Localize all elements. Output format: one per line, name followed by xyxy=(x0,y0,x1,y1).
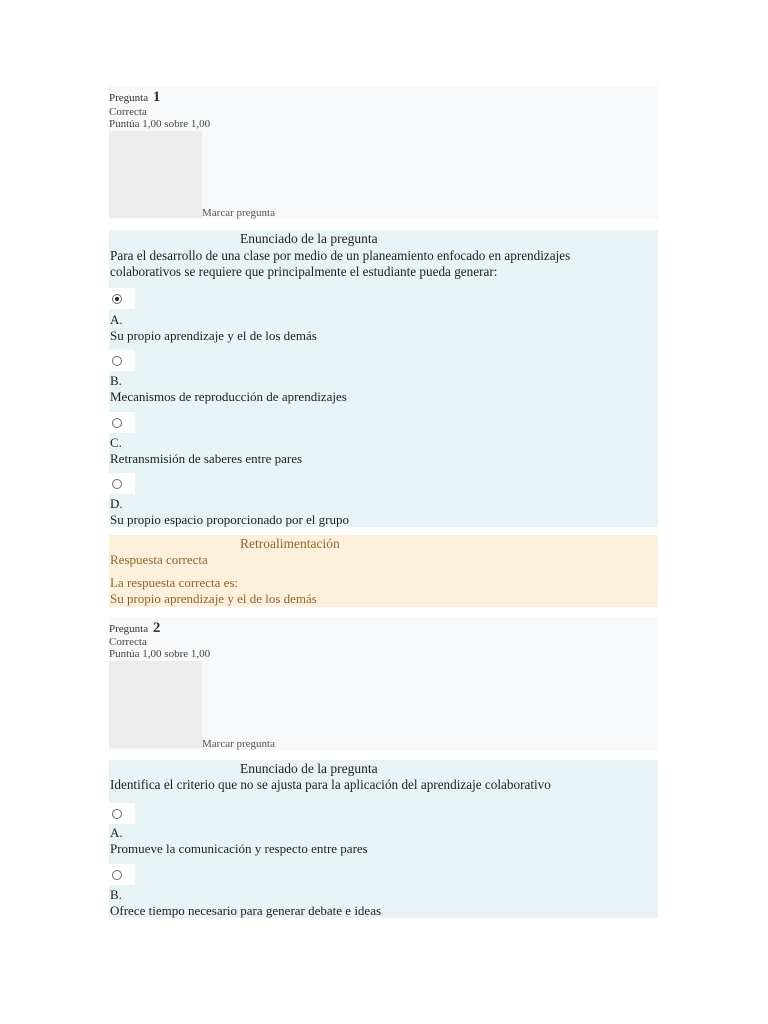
q2-option-a-radio-cell[interactable] xyxy=(109,803,135,824)
statement-line: Identifica el criterio que no se ajusta para la aplicación del aprendizaje colaborativo xyxy=(110,777,551,792)
q2-option-a-radio[interactable] xyxy=(112,809,122,819)
question-1-flag-link[interactable]: Marcar pregunta xyxy=(202,207,275,219)
question-1-heading xyxy=(109,89,160,106)
statement-line: Para el desarrollo de una clase por medio de un planeamiento enfocado en aprendizajes xyxy=(110,248,571,263)
option-c-radio-cell[interactable] xyxy=(109,412,135,433)
option-a-letter: A. xyxy=(110,312,123,327)
question-2-state: Correcta xyxy=(109,636,147,648)
q2-option-b-letter: B. xyxy=(110,887,122,902)
question-1-state: Correcta xyxy=(109,106,147,118)
question-2-flag-icon[interactable] xyxy=(109,661,202,748)
option-d-radio[interactable] xyxy=(112,479,122,489)
option-a-radio-cell[interactable] xyxy=(109,288,135,309)
question-2-statement xyxy=(110,777,655,793)
question-1-grade: Puntúa 1,00 sobre 1,00 xyxy=(109,118,211,130)
statement-line: colaborativos se requiere que principalmente el estudiante pueda generar: xyxy=(110,264,498,279)
question-2-statement-title: Enunciado de la pregunta xyxy=(240,761,378,776)
question-2-grade: Puntúa 1,00 sobre 1,00 xyxy=(109,648,211,660)
option-b-radio[interactable] xyxy=(112,356,122,366)
question-2-info xyxy=(109,617,658,750)
option-a-radio[interactable] xyxy=(112,294,122,304)
question-1-content xyxy=(109,230,658,527)
option-d-text[interactable]: Su propio espacio proporcionado por el grupo xyxy=(110,512,350,527)
q2-option-b-radio-cell[interactable] xyxy=(109,864,135,885)
question-number: 1 xyxy=(152,89,161,105)
feedback-answer: Su propio aprendizaje y el de los demás xyxy=(110,591,317,606)
option-b-text[interactable]: Mecanismos de reproducción de aprendizajes xyxy=(110,389,347,404)
option-b-radio-cell[interactable] xyxy=(109,350,135,371)
q2-option-b-text[interactable]: Ofrece tiempo necesario para generar debate e ideas xyxy=(110,903,382,918)
option-c-text[interactable]: Retransmisión de saberes entre pares xyxy=(110,451,303,466)
question-2-content xyxy=(109,760,658,918)
feedback-answer-intro: La respuesta correcta es: xyxy=(110,575,239,590)
question-1-info xyxy=(109,86,658,219)
feedback-title: Retroalimentación xyxy=(240,536,340,551)
question-2-heading xyxy=(109,620,160,637)
question-number: 2 xyxy=(152,620,161,636)
q2-option-a-letter: A. xyxy=(110,825,123,840)
question-2-flag-link[interactable]: Marcar pregunta xyxy=(202,738,275,750)
question-label: Pregunta xyxy=(109,623,149,635)
question-1-feedback xyxy=(109,535,658,607)
option-c-letter: C. xyxy=(110,435,122,450)
q2-option-b-radio[interactable] xyxy=(112,870,122,880)
option-b-letter: B. xyxy=(110,373,122,388)
option-c-radio[interactable] xyxy=(112,418,122,428)
question-label: Pregunta xyxy=(109,92,149,104)
option-d-radio-cell[interactable] xyxy=(109,473,135,494)
feedback-result: Respuesta correcta xyxy=(110,552,208,567)
question-1-flag-icon[interactable] xyxy=(109,131,202,218)
option-d-letter: D. xyxy=(110,496,123,511)
option-a-text[interactable]: Su propio aprendizaje y el de los demás xyxy=(110,328,317,343)
question-1-statement-title: Enunciado de la pregunta xyxy=(240,231,378,246)
question-1-statement xyxy=(110,248,655,280)
q2-option-a-text[interactable]: Promueve la comunicación y respecto entre pares xyxy=(110,841,368,856)
